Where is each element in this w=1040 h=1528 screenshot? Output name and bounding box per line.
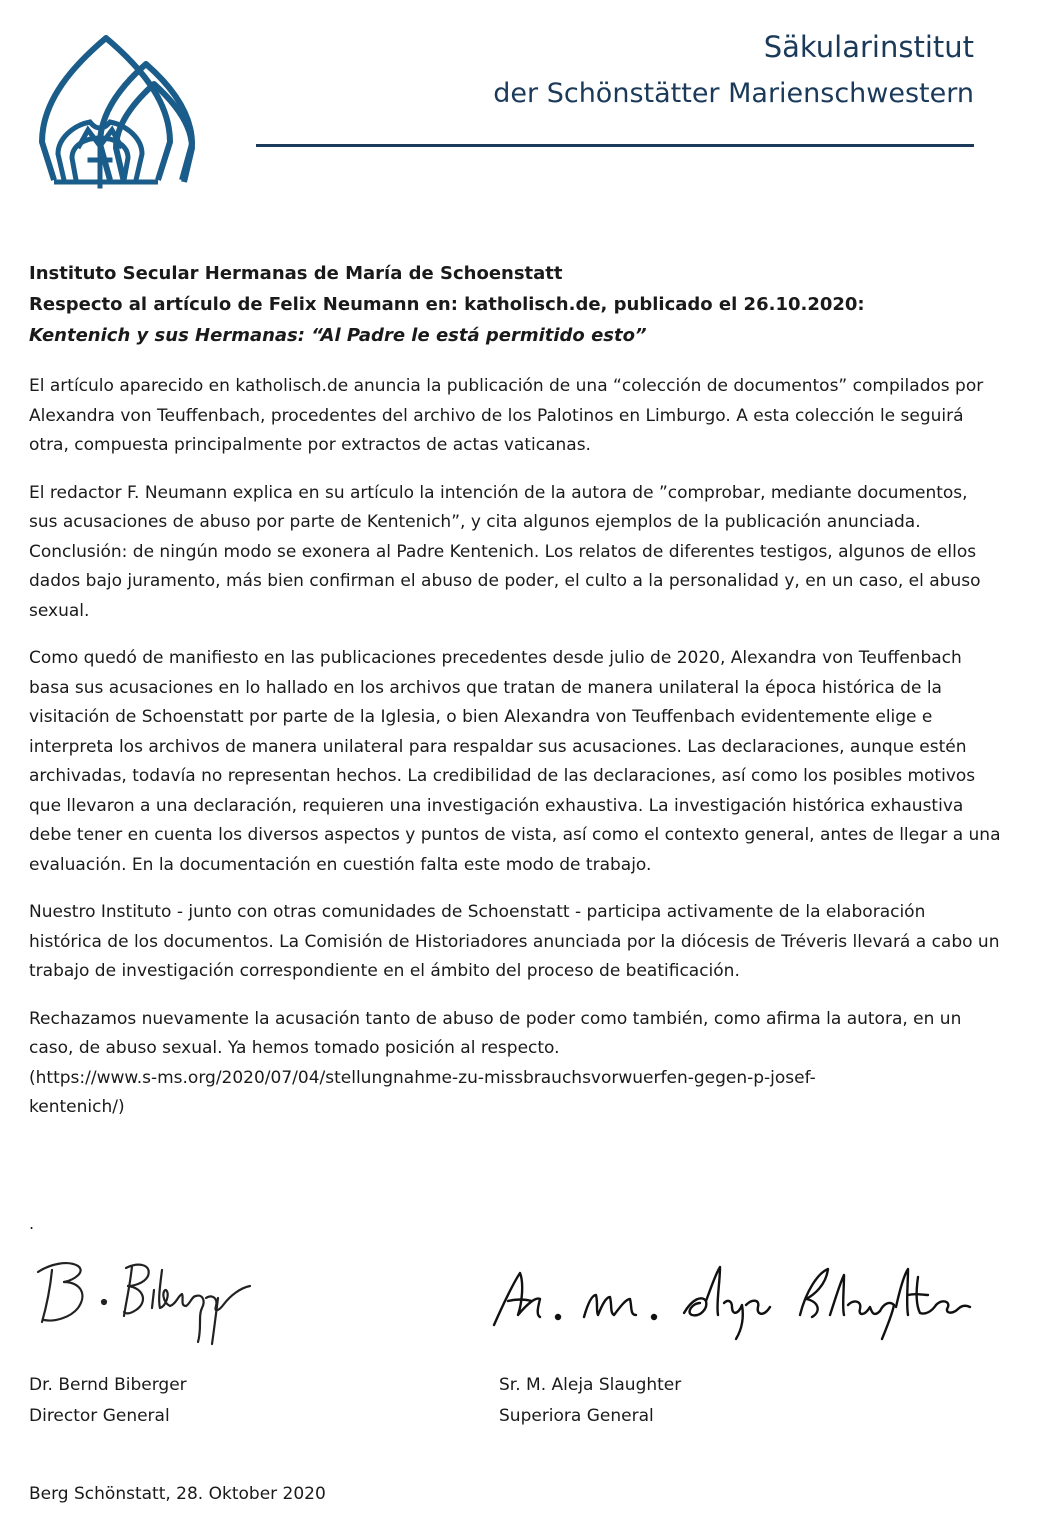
- heading-article-title: Kentenich y sus Hermanas: “Al Padre le está permitido esto”: [29, 325, 647, 346]
- signatory-left: [29, 1370, 187, 1432]
- position-statement-link[interactable]: (https://www.s-ms.org/2020/07/04/stellungnahme-zu-missbrauchsvorwuerfen-gegen-p-josef- kentenich/): [29, 1067, 816, 1117]
- signature-slaughter: [488, 1255, 988, 1345]
- paragraph: El redactor F. Neumann explica en su artículo la intención de la autora de ”comprobar, mediante documentos, sus acusaciones de abuso por parte de Kentenich”, y cita algunos ejemplos de la publicación anunciada. Conclusión: de ningún modo se exonera al Padre Kentenich. Los relatos de diferentes testigos, algunos de ellos dados bajo juramento, más bien confirman el abuso de poder, el culto a la personalidad y, en un caso, el abuso sexual.: [29, 482, 981, 621]
- paragraph: Como quedó de manifiesto en las publicaciones precedentes desde julio de 2020, Alexandra von Teuffenbach basa sus acusaciones en lo hallado en los archivos que tratan de manera unilateral la época histórica de la visitación de Schoenstatt por parte de la Iglesia, o bien Alexandra von Teuffenbach evidentemente elige e interpreta los archivos de manera unilateral para respaldar sus acusaciones. Las declaraciones, aunque estén archivadas, todavía no representan hechos. La credibilidad de las declaraciones, así como los posibles motivos que llevaron a una declaración, requieren una investigación exhaustiva. La investigación histórica exhaustiva debe tener en cuenta los diversos aspectos y puntos de vista, así como el contexto general, antes de llegar a una evaluación. En la documentación en cuestión falta este modo de trabajo.: [29, 648, 1001, 875]
- heading-institute: Instituto Secular Hermanas de María de Schoenstatt: [29, 263, 563, 284]
- letter-body: [29, 372, 1001, 1123]
- place-and-date: Berg Schönstatt, 28. Oktober 2020: [29, 1484, 326, 1504]
- paragraph: El artículo aparecido en katholisch.de anuncia la publicación de una “colección de documentos” compilados por Alexandra von Teuffenbach, procedentes del archivo de los Palotinos en Limburgo. A esta colección le seguirá otra, compuesta principalmente por extractos de actas vaticanas.: [29, 376, 984, 455]
- letterhead-subtitle: der Schönstätter Marienschwestern: [493, 78, 974, 109]
- closing-paragraph: [29, 1005, 1001, 1123]
- signatory-name: Sr. M. Aleja Slaughter: [499, 1375, 682, 1395]
- closing-text: Rechazamos nuevamente la acusación tanto de abuso de poder como también, como afirma la autora, en un caso, de abuso sexual. Ya hemos tomado posición al respecto.: [29, 1008, 962, 1058]
- signatory-right: [499, 1370, 681, 1432]
- letter-heading: [29, 258, 989, 351]
- stray-dot: .: [29, 1214, 35, 1233]
- signatory-name: Dr. Bernd Biberger: [29, 1375, 187, 1395]
- signature-biberger: [30, 1250, 280, 1350]
- heading-reference: Respecto al artículo de Felix Neumann en: katholisch.de, publicado el 26.10.2020:: [29, 294, 865, 315]
- signatory-role: Director General: [29, 1406, 170, 1426]
- institute-logo: [34, 30, 214, 202]
- paragraph: Nuestro Instituto - junto con otras comunidades de Schoenstatt - participa activamente de la elaboración histórica de los documentos. La Comisión de Historiadores anunciada por la diócesis de Tréveris llevará a cabo un trabajo de investigación correspondiente en el ámbito del proceso de beatificación.: [29, 902, 1000, 981]
- letterhead-divider: [256, 144, 974, 147]
- signatory-role: Superiora General: [499, 1406, 654, 1426]
- letterhead-title: Säkularinstitut: [763, 30, 974, 64]
